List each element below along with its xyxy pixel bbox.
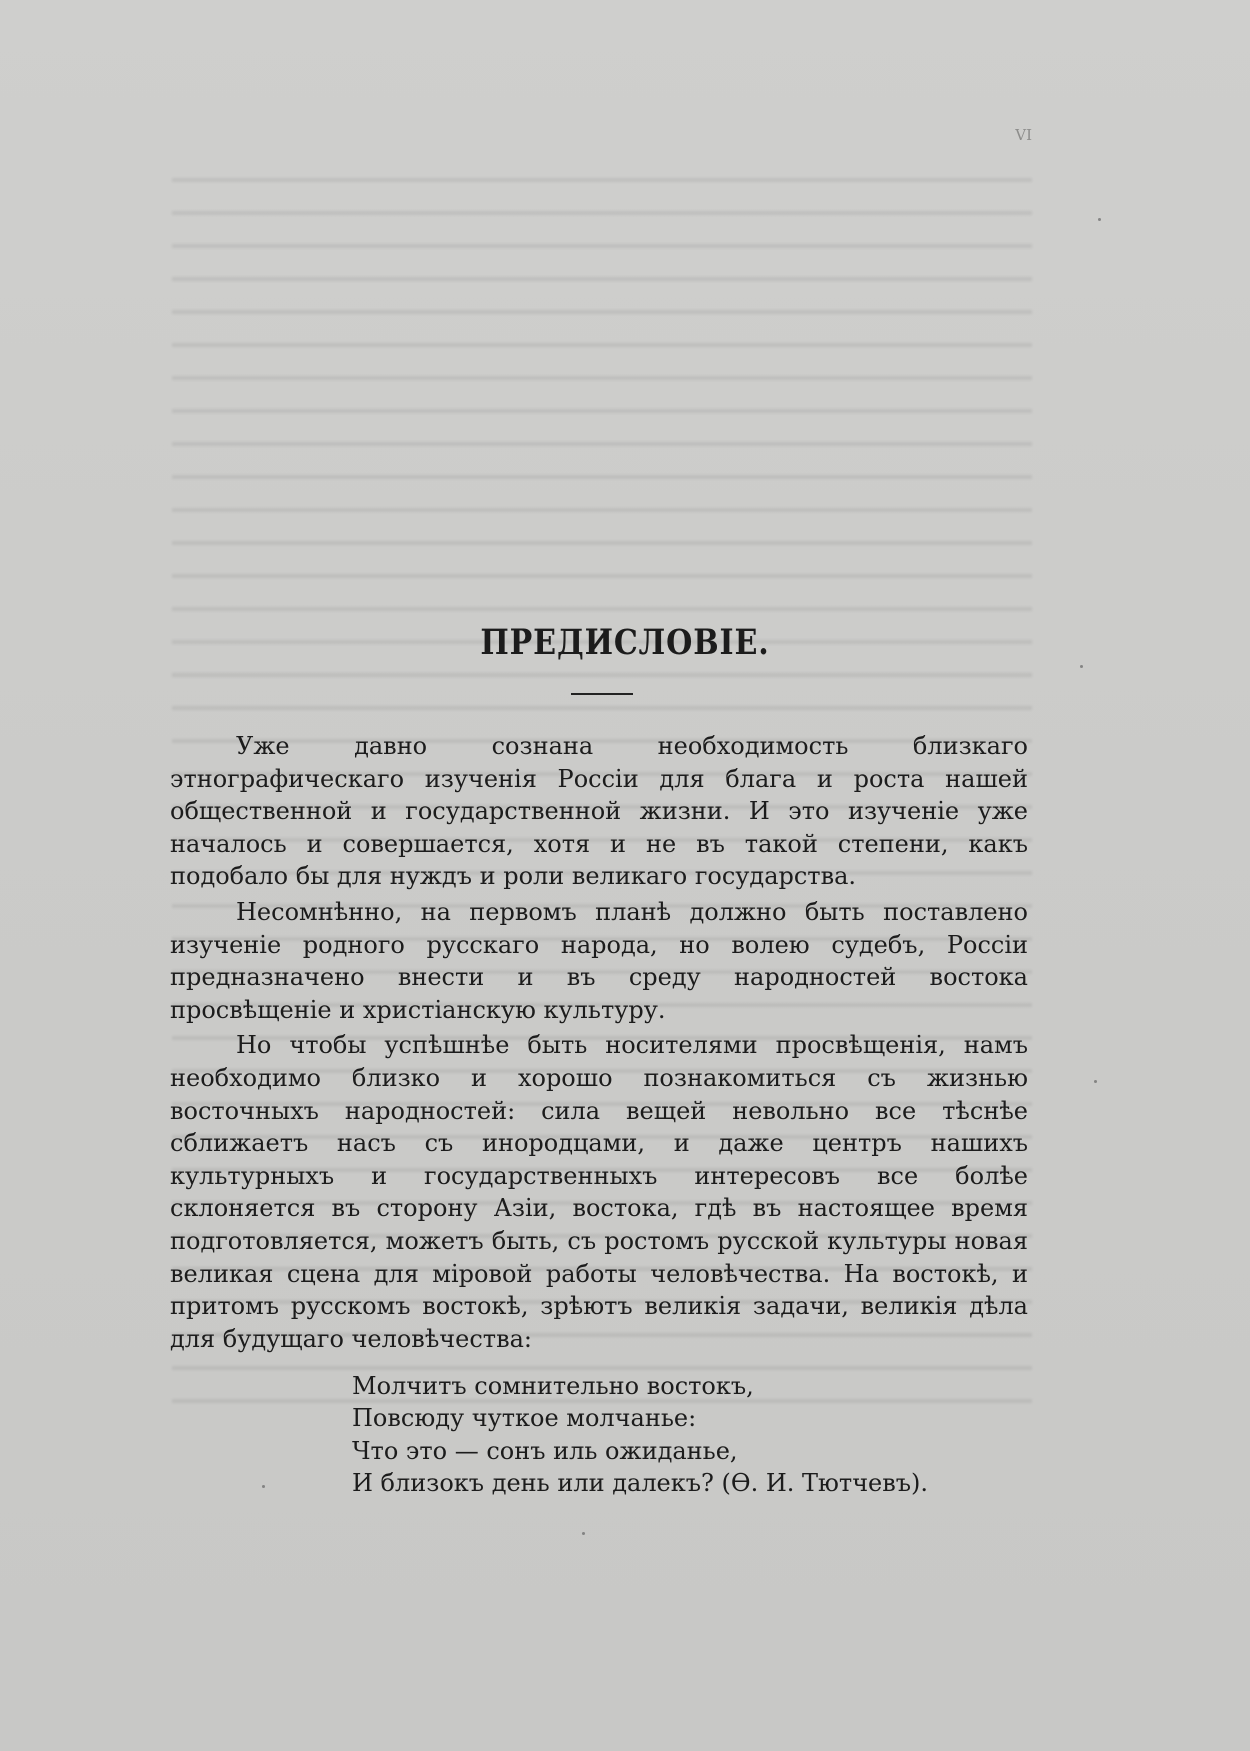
paragraph-1: Уже давно сознана необходимость близкаго этнографическаго изученія Россіи для блага и роста нашей общественной и государственной жизни. И это изученіе уже началось и совершается, хотя и не въ такой степени, какъ подобало бы для нуждъ и роли великаго государства. (170, 732, 1028, 891)
paper-speck (1098, 218, 1101, 221)
verse-quote (352, 1370, 928, 1500)
page-title: ПРЕДИСЛОВІЕ. (480, 622, 770, 663)
verse-line-2: Повсюду чуткое молчанье: (352, 1404, 697, 1433)
paragraph-2: Несомнѣнно, на первомъ планѣ должно быть поставлено изученіе родного русскаго народа, но волею судебъ, Россіи предназначено внести и въ среду народностей востока просвѣщеніе и христіанскую культуру. (170, 897, 1028, 1024)
paper-speck (262, 1485, 265, 1488)
verse-line-4: И близокъ день или далекъ? (Ѳ. И. Тютчевъ). (352, 1469, 929, 1498)
preface-body (170, 730, 1028, 1358)
verse-line-1: Молчитъ сомнительно востокъ, (352, 1372, 754, 1400)
title-divider (571, 693, 633, 695)
paper-speck (582, 1532, 585, 1535)
paragraph-3: Но чтобы успѣшнѣе быть носителями просвѣщенія, намъ необходимо близко и хорошо познакомиться съ жизнью восточныхъ народностей: сила вещей невольно все тѣснѣе сближаетъ насъ съ инородцами, и даже центръ нашихъ культурныхъ и государственныхъ интересовъ все болѣе склоняется въ сторону Азіи, востока, гдѣ въ настоящее время подготовляется, можетъ быть, съ ростомъ русской культуры новая великая сцена для міровой работы человѣчества. На востокѣ, и притомъ русскомъ востокѣ, зрѣютъ великія задачи, великія дѣла для будущаго человѣчества: (170, 1031, 1028, 1353)
paper-speck (1080, 665, 1083, 668)
verse-line-3: Что это — сонъ иль ожиданье, (352, 1436, 738, 1465)
paper-speck (1094, 1080, 1097, 1083)
page-folio: VI (1015, 126, 1032, 144)
